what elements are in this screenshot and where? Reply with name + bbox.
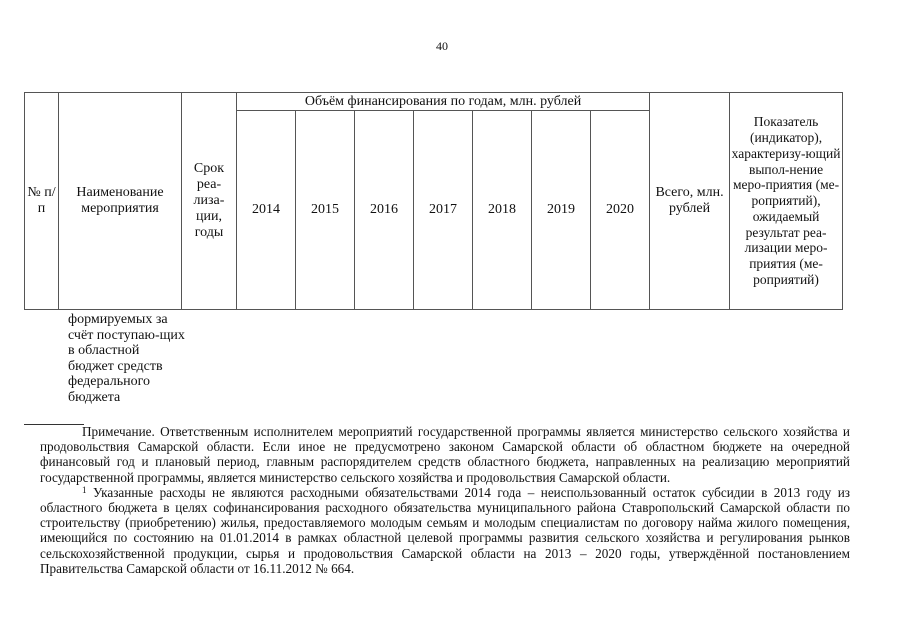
header-year: 2017: [414, 111, 473, 310]
header-num: № п/п: [25, 93, 59, 310]
note-paragraph: Примечание. Ответственным исполнителем мероприятий государственной программы является министерство сельского хозяйства и продовольствия Самарской области. Если иное не предусмотрено законом Самарской области об областном бюджете на очередной финансовый год и плановый период, главным распорядителем средств областного бюджета, направленных на реализацию мероприятий государственной программы, является министерство сельского хозяйства и продовольствия Самарской области.: [40, 424, 850, 485]
header-year: 2020: [591, 111, 650, 310]
header-term: Срок реа-лиза-ции, годы: [182, 93, 237, 310]
header-year: 2014: [237, 111, 296, 310]
footnote-marker: 1: [82, 484, 87, 495]
header-total: Всего, млн. рублей: [650, 93, 730, 310]
header-year: 2016: [355, 111, 414, 310]
notes-block: [40, 424, 850, 576]
header-year: 2019: [532, 111, 591, 310]
continuation-cell-text: формируемых за счёт поступаю-щих в областной бюджет средств федерального бюджета: [68, 312, 185, 405]
header-year: 2018: [473, 111, 532, 310]
footnote-paragraph: [40, 485, 850, 576]
financing-table: [24, 92, 843, 310]
header-financing: Объём финансирования по годам, млн. рублей: [237, 93, 650, 111]
header-year: 2015: [296, 111, 355, 310]
header-name: Наименование мероприятия: [59, 93, 182, 310]
page-number: 40: [436, 39, 448, 53]
footnote-text: Указанные расходы не являются расходными обязательствами 2014 года – неиспользованный остаток субсидии в 2013 году из областного бюджета в целях софинансирования расходного обязательства муниципального района Ставропольский Самарской области по строительству (приобретению) жилья, предоставляемого молодым семьям и молодым специалистам по договору найма жилого помещения, имеющийся по состоянию на 01.01.2014 в рамках областной целевой программы развития сельского хозяйства и регулирования рынков сельскохозяйственной продукции, сырья и продовольствия Самарской области на 2013 – 2020 годы, утверждённой постановлением Правительства Самарской области от 16.11.2012 № 664.: [40, 484, 850, 576]
header-indicator: Показатель (индикатор), характеризу-ющий выпол-нение меро-приятия (ме-роприятий), ожидаемый результат реа-лизации меро-приятия (ме-роприятий): [730, 93, 843, 310]
